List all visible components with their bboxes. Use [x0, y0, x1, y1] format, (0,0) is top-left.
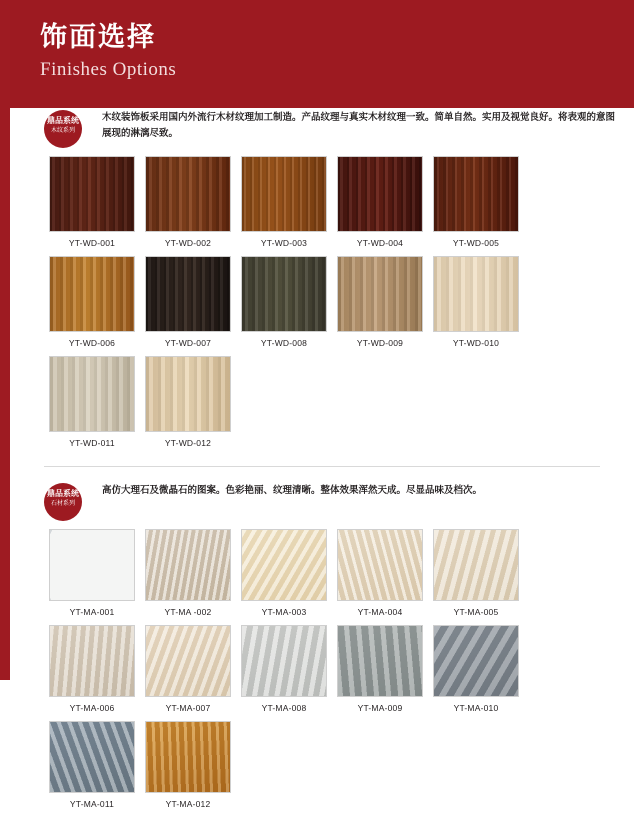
swatch-cell[interactable] — [332, 529, 428, 621]
swatch-code: YT-MA-011 — [69, 799, 115, 809]
swatch-code: YT-MA-004 — [357, 607, 403, 617]
swatch-color — [241, 529, 327, 601]
swatch-code: YT-MA -002 — [164, 607, 212, 617]
swatch-color — [433, 529, 519, 601]
swatch-code: YT-MA-005 — [453, 607, 499, 617]
page-title-cn: 饰面选择 — [40, 22, 156, 52]
swatch-code: YT-WD-006 — [68, 338, 116, 348]
swatch-code: YT-WD-008 — [260, 338, 308, 348]
swatch-cell[interactable] — [428, 625, 524, 717]
badge-line2: 石材系列 — [50, 501, 75, 508]
page-header — [10, 0, 634, 108]
swatch-cell[interactable] — [140, 156, 236, 252]
swatch-cell[interactable] — [44, 256, 140, 352]
swatch-cell[interactable] — [332, 625, 428, 717]
swatch-code: YT-MA-006 — [69, 703, 115, 713]
section-wood-badge — [44, 110, 82, 148]
swatch-cell[interactable] — [428, 256, 524, 352]
swatch-code: YT-MA-003 — [261, 607, 307, 617]
section-divider — [44, 466, 600, 467]
swatch-cell[interactable] — [140, 356, 236, 452]
swatch-color — [49, 721, 135, 793]
swatch-cell[interactable] — [332, 256, 428, 352]
swatch-cell[interactable] — [44, 529, 140, 621]
swatch-color — [49, 156, 135, 232]
swatch-cell[interactable] — [44, 356, 140, 452]
swatch-color — [145, 625, 231, 697]
swatch-code: YT-WD-001 — [68, 238, 116, 248]
swatch-code: YT-WD-011 — [69, 438, 115, 448]
swatch-cell[interactable] — [44, 625, 140, 717]
swatch-code: YT-WD-009 — [356, 338, 404, 348]
swatch-color — [49, 529, 135, 601]
swatch-color — [145, 529, 231, 601]
section-marble-badge — [44, 483, 82, 521]
swatch-cell[interactable] — [44, 721, 140, 813]
wood-swatch-grid — [10, 156, 634, 456]
swatch-color — [145, 356, 231, 432]
marble-swatch-grid — [10, 529, 634, 817]
section-marble — [10, 481, 634, 817]
swatch-cell[interactable] — [428, 156, 524, 252]
section-marble-head — [10, 481, 634, 521]
bottom-spacer — [10, 817, 634, 827]
section-marble-description: 高仿大理石及微晶石的图案。色彩艳丽、纹理清晰。整体效果浑然天成。尽显品味及档次。 — [102, 485, 483, 496]
badge-line1: 鼎品系统 — [47, 116, 79, 125]
swatch-color — [49, 256, 135, 332]
swatch-code: YT-MA-010 — [453, 703, 499, 713]
swatch-code: YT-WD-004 — [356, 238, 404, 248]
swatch-color — [145, 256, 231, 332]
section-wood-description: 木纹装饰板采用国内外流行木材纹理加工制造。产品纹理与真实木材纹理一致。简单自然。实用及视觉良好。将表观的意图展现的淋漓尽致。 — [102, 112, 616, 139]
swatch-cell[interactable] — [140, 625, 236, 717]
swatch-code: YT-WD-005 — [452, 238, 500, 248]
swatch-cell[interactable] — [332, 156, 428, 252]
swatch-color — [337, 256, 423, 332]
section-wood-head — [10, 108, 634, 148]
swatch-color — [433, 625, 519, 697]
swatch-color — [433, 156, 519, 232]
swatch-color — [49, 625, 135, 697]
badge-line2: 木纹系列 — [50, 128, 75, 135]
swatch-cell[interactable] — [140, 721, 236, 813]
swatch-color — [49, 356, 135, 432]
swatch-cell[interactable] — [236, 529, 332, 621]
swatch-cell[interactable] — [236, 256, 332, 352]
swatch-code: YT-WD-002 — [164, 238, 212, 248]
swatch-color — [241, 256, 327, 332]
swatch-cell[interactable] — [44, 156, 140, 252]
swatch-color — [433, 256, 519, 332]
swatch-code: YT-WD-010 — [452, 338, 500, 348]
swatch-code: YT-MA-007 — [165, 703, 211, 713]
swatch-color — [337, 625, 423, 697]
swatch-code: YT-MA-001 — [69, 607, 115, 617]
section-wood — [10, 108, 634, 456]
swatch-color — [337, 529, 423, 601]
swatch-code: YT-WD-007 — [164, 338, 212, 348]
swatch-color — [145, 721, 231, 793]
page-title-en: Finishes Options — [40, 59, 177, 80]
swatch-code: YT-WD-003 — [260, 238, 308, 248]
swatch-cell[interactable] — [236, 625, 332, 717]
swatch-cell[interactable] — [140, 529, 236, 621]
swatch-color — [241, 156, 327, 232]
badge-line1: 鼎品系统 — [47, 489, 79, 498]
swatch-color — [337, 156, 423, 232]
swatch-cell[interactable] — [140, 256, 236, 352]
left-accent-bar — [0, 0, 10, 680]
swatch-color — [145, 156, 231, 232]
header-titles — [40, 22, 176, 82]
swatch-code: YT-MA-009 — [357, 703, 403, 713]
swatch-code: YT-WD-012 — [164, 438, 212, 448]
swatch-color — [241, 625, 327, 697]
page-content — [10, 108, 634, 827]
swatch-code: YT-MA-012 — [165, 799, 211, 809]
swatch-cell[interactable] — [428, 529, 524, 621]
swatch-cell[interactable] — [236, 156, 332, 252]
swatch-code: YT-MA-008 — [261, 703, 307, 713]
